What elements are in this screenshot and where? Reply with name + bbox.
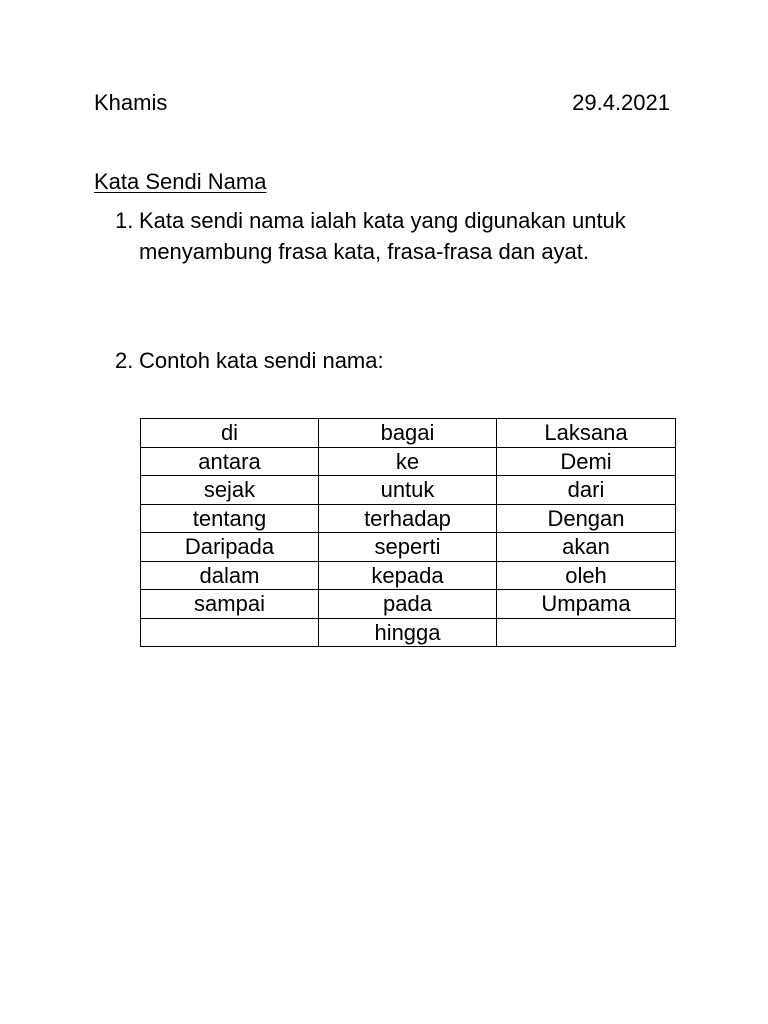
table-row (141, 504, 676, 533)
list-item-examples (115, 345, 685, 376)
table-cell: seperti (319, 533, 497, 562)
list-item-number: 1. (115, 208, 134, 233)
table-cell: Demi (497, 447, 676, 476)
table-row (141, 419, 676, 448)
table-row (141, 561, 676, 590)
table-cell: antara (141, 447, 319, 476)
table-row (141, 618, 676, 647)
table-cell: Daripada (141, 533, 319, 562)
table-cell: Laksana (497, 419, 676, 448)
table-cell: untuk (319, 476, 497, 505)
table-cell: tentang (141, 504, 319, 533)
table-row (141, 590, 676, 619)
table-row (141, 447, 676, 476)
table-cell: pada (319, 590, 497, 619)
list-item-number: 2. (115, 348, 134, 373)
day-label: Khamis (94, 90, 168, 115)
table-cell: akan (497, 533, 676, 562)
list-item-text: Kata sendi nama ialah kata yang digunakan untuk menyambung frasa kata, frasa-frasa dan ayat. (139, 208, 626, 264)
table-cell: Umpama (497, 590, 676, 619)
table-cell: terhadap (319, 504, 497, 533)
table-cell: sampai (141, 590, 319, 619)
table-cell (141, 618, 319, 647)
table-cell: bagai (319, 419, 497, 448)
table-row (141, 533, 676, 562)
table-row (141, 476, 676, 505)
table-cell (497, 618, 676, 647)
table-cell: hingga (319, 618, 497, 647)
table-cell: di (141, 419, 319, 448)
table-cell: oleh (497, 561, 676, 590)
date-label: 29.4.2021 (572, 90, 670, 115)
examples-table (140, 418, 676, 647)
table-cell: kepada (319, 561, 497, 590)
section-heading: Kata Sendi Nama (94, 169, 267, 194)
list-item-definition (115, 205, 685, 267)
table-cell: dari (497, 476, 676, 505)
table-cell: dalam (141, 561, 319, 590)
table-cell: ke (319, 447, 497, 476)
table-cell: Dengan (497, 504, 676, 533)
table-cell: sejak (141, 476, 319, 505)
list-item-text: Contoh kata sendi nama: (139, 348, 384, 373)
